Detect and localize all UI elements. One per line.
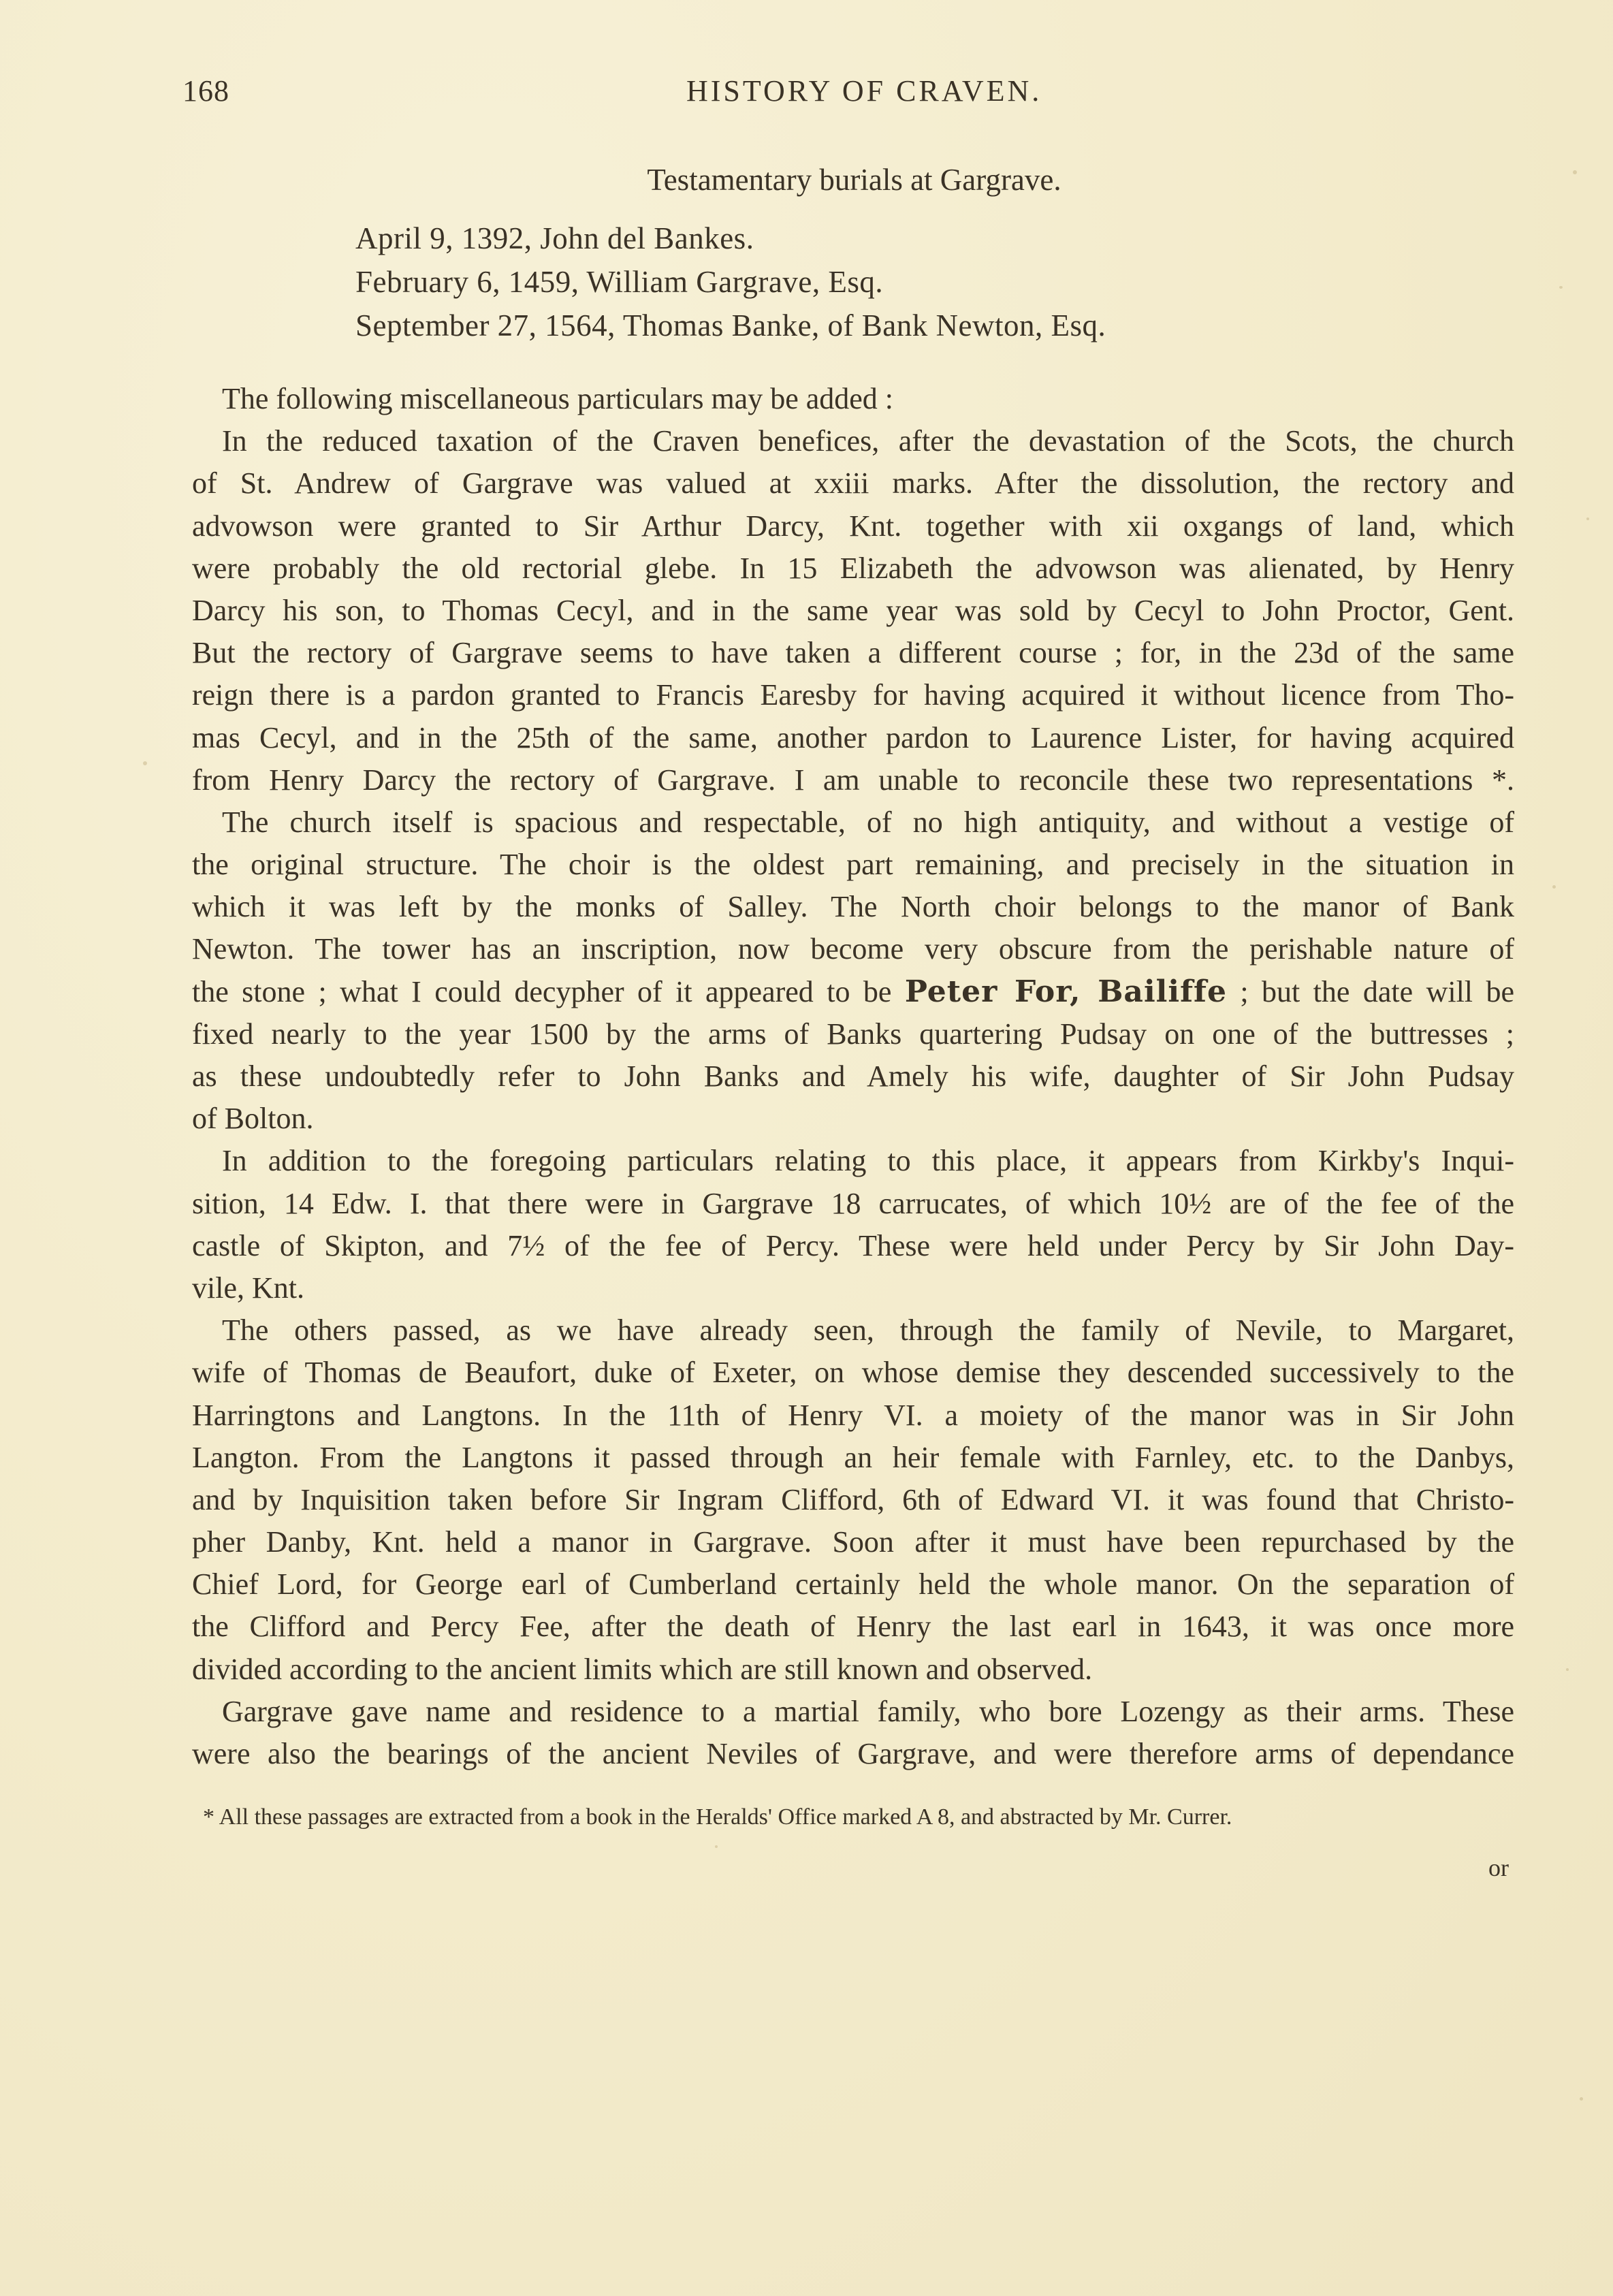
paper-speck: [1552, 885, 1556, 889]
text-line: were also the bearings of the ancient Neviles of Gargrave, and were therefore arms of dependance: [192, 1737, 1514, 1770]
text-line: from Henry Darcy the rectory of Gargrave. I am unable to reconcile these two representations *.: [192, 763, 1514, 797]
paper-speck: [1559, 286, 1563, 289]
text-line: Langton. From the Langtons it passed through an heir female with Farnley, etc. to the Danbys,: [192, 1440, 1514, 1474]
text-line: pher Danby, Knt. held a manor in Gargrave. Soon after it must have been repurchased by the: [192, 1525, 1514, 1559]
section-title: Testamentary burials at Gargrave.: [647, 163, 1061, 197]
body-text: [192, 378, 1514, 1775]
text-line: In the reduced taxation of the Craven benefices, after the devastation of the Scots, the church: [222, 424, 1514, 458]
text-line: of St. Andrew of Gargrave was valued at xxiii marks. After the dissolution, the rectory and: [192, 466, 1514, 500]
text-line: Darcy his son, to Thomas Cecyl, and in the same year was sold by Cecyl to John Proctor, Gent.: [192, 593, 1514, 627]
text-segment: the stone ; what I could decypher of it appeared to be: [192, 974, 892, 1008]
running-title: HISTORY OF CRAVEN.: [686, 74, 1042, 108]
text-line: wife of Thomas de Beaufort, duke of Exeter, on whose demise they descended successively to the: [192, 1356, 1514, 1390]
burial-entry: September 27, 1564, Thomas Banke, of Bank Newton, Esq.: [355, 308, 1106, 342]
text-line: divided according to the ancient limits which are still known and observed.: [192, 1652, 1093, 1686]
text-line: sition, 14 Edw. I. that there were in Gargrave 18 carrucates, of which 10½ are of the fee of the: [192, 1186, 1514, 1220]
text-line: reign there is a pardon granted to Francis Earesby for having acquired it without licence from Tho-: [192, 678, 1514, 712]
text-line: mas Cecyl, and in the 25th of the same, another pardon to Laurence Lister, for having acquired: [192, 720, 1514, 754]
page-header: [182, 74, 1497, 114]
text-line: as these undoubtedly refer to John Banks and Amely his wife, daughter of Sir John Pudsay: [192, 1059, 1514, 1093]
text-line: The others passed, as we have already seen, through the family of Nevile, to Margaret,: [222, 1313, 1514, 1348]
paper-speck: [1586, 517, 1589, 520]
catchword: or: [1488, 1854, 1509, 1881]
inscription-text: Peter For, Bailiffe: [904, 974, 1227, 1009]
page-number: 168: [182, 74, 229, 108]
burials-list: [355, 217, 1309, 347]
text-segment: ; but the date will be: [1226, 974, 1514, 1008]
text-line: the original structure. The choir is the oldest part remaining, and precisely in the situation in: [192, 848, 1514, 882]
text-line: Harringtons and Langtons. In the 11th of Henry VI. a moiety of the manor was in Sir John: [192, 1398, 1514, 1432]
inscription-line: [192, 971, 1514, 1013]
text-line: the Clifford and Percy Fee, after the death of Henry the last earl in 1643, it was once more: [192, 1610, 1514, 1644]
paper-speck: [1573, 170, 1577, 174]
paper-speck: [1580, 2097, 1583, 2101]
paper-speck: [1566, 1668, 1569, 1671]
footnote: * All these passages are extracted from a book in the Heralds' Office marked A 8, and abstracted by Mr. Currer.: [203, 1804, 1232, 1830]
text-line: But the rectory of Gargrave seems to have taken a different course ; for, in the 23d of the same: [192, 636, 1514, 670]
text-line: of Bolton.: [192, 1102, 314, 1136]
paper-speck: [715, 1845, 718, 1848]
burial-entry: February 6, 1459, William Gargrave, Esq.: [355, 265, 884, 299]
text-line: Newton. The tower has an inscription, now become very obscure from the perishable nature of: [192, 932, 1514, 966]
text-line: castle of Skipton, and 7½ of the fee of Percy. These were held under Percy by Sir John Day-: [192, 1228, 1514, 1262]
text-line: Gargrave gave name and residence to a martial family, who bore Lozengy as their arms. These: [222, 1694, 1514, 1728]
text-line: were probably the old rectorial glebe. In 15 Elizabeth the advowson was alienated, by Henry: [192, 551, 1514, 585]
text-line: The following miscellaneous particulars may be added :: [222, 382, 894, 415]
text-line: The church itself is spacious and respectable, of no high antiquity, and without a vestige of: [222, 805, 1514, 839]
text-line: which it was left by the monks of Salley. The North choir belongs to the manor of Bank: [192, 890, 1514, 924]
text-line: advowson were granted to Sir Arthur Darcy, Knt. together with xii oxgangs of land, which: [192, 509, 1514, 543]
paper-speck: [143, 761, 147, 765]
text-line: Chief Lord, for George earl of Cumberland certainly held the whole manor. On the separation of: [192, 1567, 1514, 1601]
text-line: In addition to the foregoing particulars relating to this place, it appears from Kirkby's Inqui-: [222, 1144, 1514, 1178]
text-line: fixed nearly to the year 1500 by the arms of Banks quartering Pudsay on one of the buttresses ;: [192, 1017, 1514, 1051]
text-line: vile, Knt.: [192, 1271, 304, 1305]
text-line: and by Inquisition taken before Sir Ingram Clifford, 6th of Edward VI. it was found that Christo-: [192, 1482, 1514, 1516]
burial-entry: April 9, 1392, John del Bankes.: [355, 221, 754, 255]
